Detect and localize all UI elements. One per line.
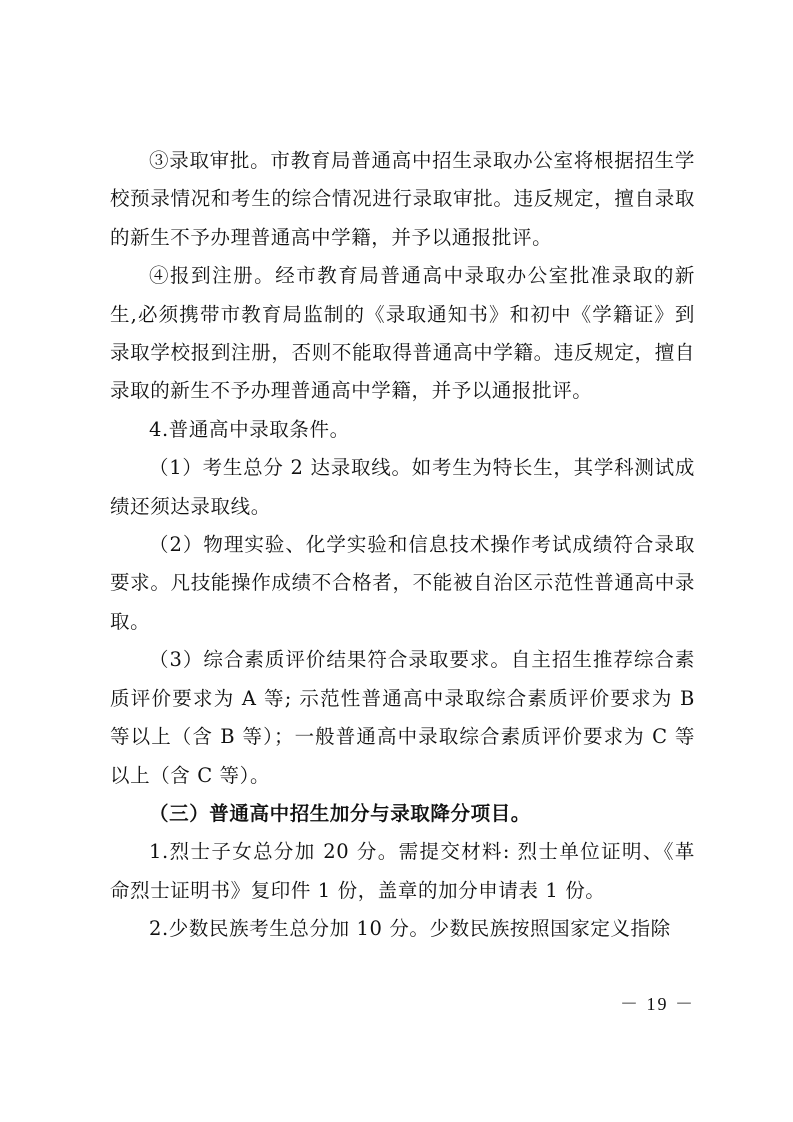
- paragraph-condition-1: （1）考生总分 2 达录取线。如考生为特长生，其学科测试成绩还须达录取线。: [110, 456, 695, 518]
- paragraph-admission-approval: ③录取审批。市教育局普通高中招生录取办公室将根据招生学校预录情况和考生的综合情况进行录取审批。违反规定，擅自录取的新生不予办理普通高中学籍，并予以通报批评。: [110, 149, 695, 249]
- paragraph-ethnic-minority: 2.少数民族考生总分加 10 分。少数民族按照国家定义指除: [149, 917, 671, 941]
- section-heading-bonus-points: （三）普通高中招生加分与录取降分项目。: [149, 801, 531, 825]
- paragraph-martyr-children: 1.烈士子女总分加 20 分。需提交材料: 烈士单位证明、《革命烈士证明书》复印件 1 份，盖章的加分申请表 1 份。: [110, 840, 695, 902]
- page-number: － 19 －: [620, 994, 695, 1014]
- paragraph-condition-3: （3）综合素质评价结果符合录取要求。自主招生推荐综合素质评价要求为 A 等; 示范性普通高中录取综合素质评价要求为 B 等以上（含 B 等）；一般普通高中录取综合素质评价要求为 C 等以上（含 C 等）。: [110, 648, 695, 787]
- body-text: [110, 142, 695, 949]
- paragraph-admission-conditions-heading: 4.普通高中录取条件。: [149, 417, 350, 441]
- paragraph-condition-2: （2）物理实验、化学实验和信息技术操作考试成绩符合录取要求。凡技能操作成绩不合格者，不能被自治区示范性普通高中录取。: [110, 533, 695, 633]
- paragraph-registration: ④报到注册。经市教育局普通高中录取办公室批准录取的新生,必须携带市教育局监制的《录取通知书》和初中《学籍证》到录取学校报到注册，否则不能取得普通高中学籍。违反规定，擅自录取的新生不予办理普通高中学籍，并予以通报批评。: [110, 264, 695, 403]
